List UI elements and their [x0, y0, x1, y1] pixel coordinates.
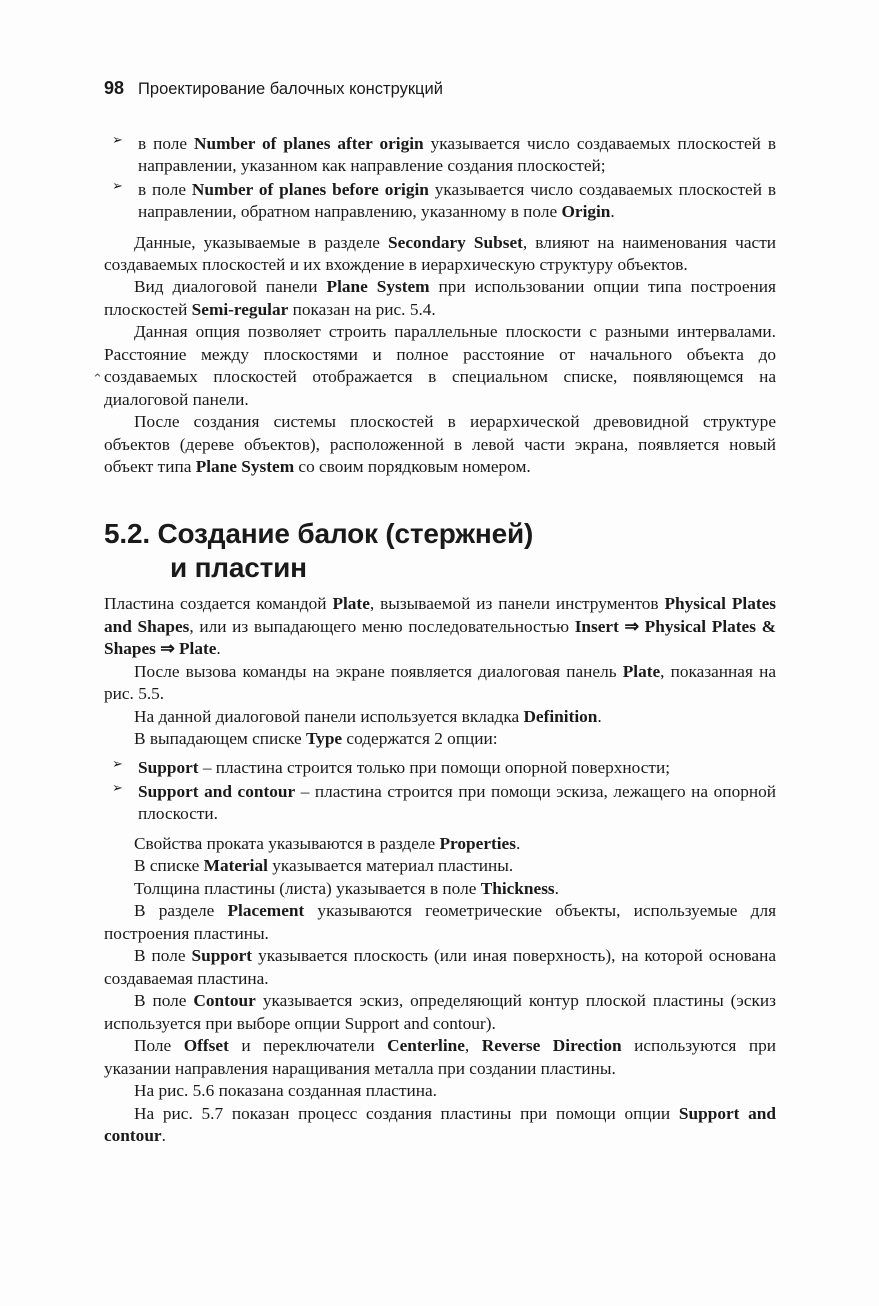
- paragraph: Данная опция позволяет строить параллельные плоскости с разными интервалами. Расстояние между плоскостями и полное расстояние от начального объекта до создаваемых плоскостей отображается в специальном списке, появляющемся на диалоговой панели.: [104, 322, 776, 409]
- list-item-text: в поле Number of planes after origin указывается число создаваемых плоскостей в направлении, указанном как направление создания плоскостей;: [138, 134, 776, 176]
- paragraph: Толщина пластины (листа) указывается в поле Thickness.: [134, 878, 559, 898]
- margin-tick-mark: ⌃: [92, 372, 103, 387]
- list-item: [104, 781, 776, 825]
- page-number: 98: [104, 78, 125, 98]
- paragraph: После вызова команды на экране появляется диалоговая панель Plate, показанная на рис. 5.5.: [104, 661, 776, 704]
- paragraph: На рис. 5.6 показана созданная пластина.: [134, 1081, 437, 1101]
- paragraph: Пластина создается командой Plate, вызываемой из панели инструментов Physical Plates and Shapes, или из выпадающего меню последовательностью Insert ⇒ Physical Plates & Shapes ⇒ Plate.: [104, 594, 776, 659]
- section-heading-line2: и пластин: [170, 551, 307, 583]
- paragraph: На данной диалоговой панели используется вкладка Definition.: [134, 706, 602, 726]
- list-item-text: в поле Number of planes before origin указывается число создаваемых плоскостей в направлении, обратном направлению, указанному в поле Origin.: [138, 180, 776, 222]
- paragraph: Данные, указываемые в разделе Secondary Subset, влияют на наименования части создаваемых плоскостей и их вхождение в иерархическую структуру объектов.: [104, 232, 776, 274]
- paragraph: Вид диалоговой панели Plane System при использовании опции типа построения плоскостей Semi-regular показан на рис. 5.4.: [104, 277, 777, 319]
- type-options-list: [104, 757, 776, 825]
- arrow-bullet-icon: ➢: [112, 179, 123, 195]
- list-item-text: Support and contour – пластина строится при помощи эскиза, лежащего на опорной плоскости.: [138, 781, 776, 823]
- paragraph: Поле Offset и переключатели Centerline, Reverse Direction используются при указании направления наращивания металла при создании пластины.: [104, 1036, 777, 1078]
- section-heading-line1: 5.2. Создание балок (стержней): [104, 517, 534, 549]
- section-heading: [104, 517, 776, 585]
- arrow-bullet-icon: ➢: [112, 133, 123, 148]
- list-item-text: Support – пластина строится только при помощи опорной поверхности;: [138, 757, 671, 777]
- paragraph: В разделе Placement указываются геометрические объекты, используемые для построения пластины.: [104, 901, 777, 943]
- list-item: [104, 757, 776, 779]
- arrow-bullet-icon: ➢: [112, 756, 123, 772]
- arrow-bullet-icon: ➢: [112, 780, 123, 796]
- page-content: [104, 78, 776, 1148]
- chapter-title: Проектирование балочных конструкций: [138, 80, 443, 98]
- paragraph: Свойства проката указываются в разделе Properties.: [134, 833, 521, 853]
- paragraph: В выпадающем списке Type содержатся 2 опции:: [134, 729, 498, 749]
- origin-planes-list: [104, 133, 776, 224]
- list-item: [104, 179, 776, 223]
- paragraph: В списке Material указывается материал пластины.: [134, 856, 514, 876]
- list-item: [104, 133, 776, 177]
- paragraph: После создания системы плоскостей в иерархической древовидной структуре объектов (дереве объектов), расположенной в левой части экрана, появляется новый объект типа Plane System со своим порядковым номером.: [104, 412, 776, 477]
- paragraph: В поле Contour указывается эскиз, определяющий контур плоской пластины (эскиз используется при выборе опции Support and contour).: [104, 991, 776, 1033]
- paragraph: В поле Support указывается плоскость (или иная поверхность), на которой основана создаваемая пластина.: [104, 946, 776, 988]
- running-head: [104, 78, 776, 99]
- paragraph: На рис. 5.7 показан процесс создания пластины при помощи опции Support and contour.: [104, 1103, 776, 1146]
